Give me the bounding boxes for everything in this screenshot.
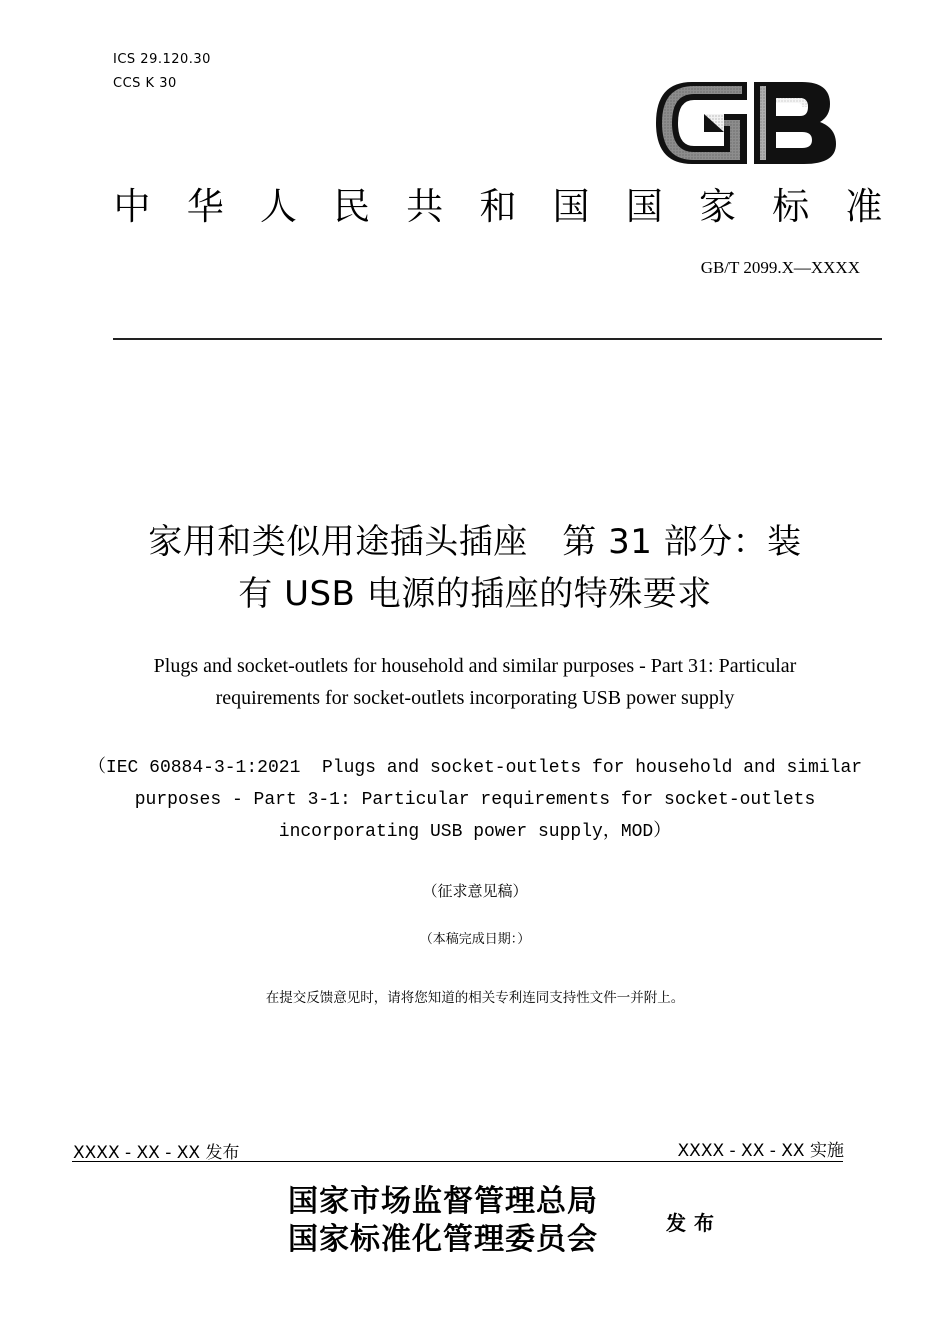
title-char: 民 bbox=[333, 185, 371, 228]
header-divider bbox=[113, 338, 882, 340]
issue-verb: 发布 bbox=[666, 1211, 722, 1235]
standard-number: GB/T 2099.X—XXXX bbox=[700, 258, 860, 277]
draft-completion-date: （本稿完成日期：） bbox=[419, 932, 531, 947]
draft-label: （征求意见稿） bbox=[422, 882, 528, 900]
iec-reference-line-2: purposes - Part 3-1: Particular requirements for socket-outlets bbox=[134, 790, 816, 810]
title-char: 华 bbox=[186, 185, 224, 228]
chinese-title bbox=[60, 516, 890, 620]
issuing-authorities bbox=[288, 1183, 598, 1259]
title-char: 标 bbox=[772, 185, 810, 228]
implementation-date: XXXX - XX - XX 实施 bbox=[677, 1141, 844, 1161]
chinese-title-line-1: 家用和类似用途插头插座 第 31 部分：装 bbox=[148, 522, 802, 562]
gb-logo-icon bbox=[652, 76, 840, 170]
national-standard-title bbox=[113, 182, 883, 232]
iec-reference bbox=[60, 752, 890, 848]
english-title-line-2: requirements for socket-outlets incorporating USB power supply bbox=[215, 687, 735, 709]
title-char: 人 bbox=[259, 185, 297, 228]
title-char: 准 bbox=[845, 185, 883, 228]
title-char: 和 bbox=[479, 185, 517, 228]
title-char: 共 bbox=[406, 185, 444, 228]
iec-reference-line-3: incorporating USB power supply，MOD） bbox=[278, 822, 672, 842]
english-title bbox=[60, 650, 890, 714]
issuer-sac: 国家标准化管理委员会 bbox=[288, 1222, 598, 1257]
title-char: 家 bbox=[699, 185, 736, 228]
patent-note: 在提交反馈意见时，请将您知道的相关专利连同支持性文件一并附上。 bbox=[265, 990, 685, 1006]
title-char: 中 bbox=[113, 185, 151, 228]
classification-codes bbox=[113, 48, 211, 96]
issuer-samr: 国家市场监督管理总局 bbox=[288, 1184, 598, 1219]
ics-code: ICS 29.120.30 bbox=[113, 52, 211, 67]
issue-date: XXXX - XX - XX 发布 bbox=[73, 1143, 240, 1163]
english-title-line-1: Plugs and socket-outlets for household and similar purposes - Part 31: Particular bbox=[153, 655, 797, 677]
chinese-title-line-2: 有 USB 电源的插座的特殊要求 bbox=[238, 574, 712, 614]
iec-reference-line-1: （IEC 60884-3-1:2021 Plugs and socket-outlets for household and similar bbox=[87, 758, 863, 778]
title-char: 国 bbox=[552, 185, 590, 228]
title-char: 国 bbox=[625, 185, 663, 228]
date-underline bbox=[72, 1161, 843, 1162]
ccs-code: CCS K 30 bbox=[113, 76, 177, 91]
